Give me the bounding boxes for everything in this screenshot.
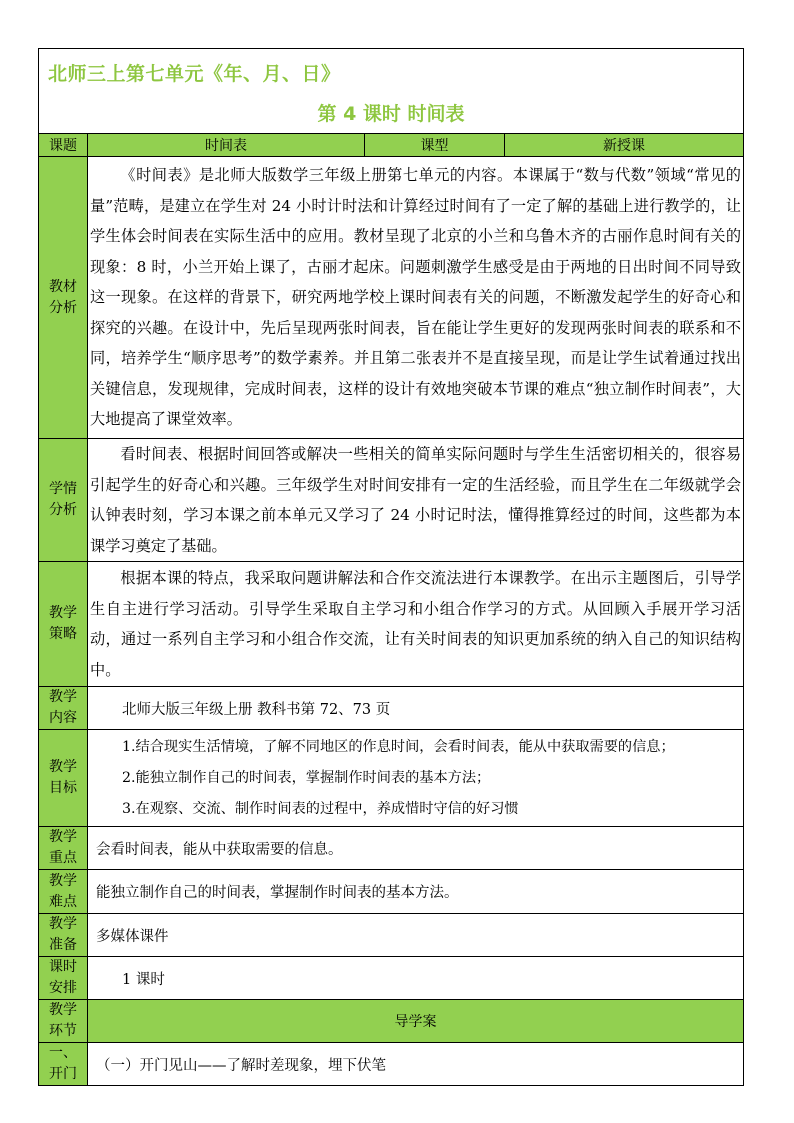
key-point-label-text: 教学 重点: [49, 829, 77, 866]
student-analysis-label: [39, 439, 88, 562]
topic-row: [39, 134, 744, 157]
hours-row: [39, 957, 744, 1000]
goal-item: 3.在观察、交流、制作时间表的过程中，养成惜时守信的好习惯: [122, 800, 519, 817]
strategy-text: [88, 562, 744, 687]
goals-label: [39, 730, 88, 827]
stage-label: [39, 1000, 88, 1043]
header-row: [39, 49, 744, 134]
student-analysis-text: [88, 439, 744, 562]
goal-item: 1.结合现实生活情境，了解不同地区的作息时间，会看时间表，能从中获取需要的信息；: [122, 738, 675, 755]
material-analysis-row: [39, 157, 744, 439]
difficulty-label-text: 教学 难点: [49, 872, 77, 910]
student-analysis-label-text: 学情 分析: [49, 481, 77, 518]
document-title: 北师三上第七单元《年、月、日》: [48, 63, 341, 85]
step-one-label-text: 一、 开门: [49, 1045, 77, 1082]
preparation-text: 多媒体课件: [88, 914, 744, 957]
stage-text: 导学案: [88, 1000, 744, 1043]
content-row: [39, 687, 744, 730]
type-value: 新授课: [505, 134, 744, 157]
strategy-label-text: 教学 策略: [49, 605, 77, 642]
content-text: 北师大版三年级上册 教科书第 72、73 页: [88, 687, 744, 730]
step-one-row: [39, 1043, 744, 1086]
goal-item: 2.能独立制作自己的时间表，掌握制作时间表的基本方法；: [122, 769, 491, 786]
hours-label: [39, 957, 88, 1000]
student-analysis-paragraph: 看时间表、根据时间回答或解决一些相关的简单实际问题时与学生生活密切相关的，很容易引起学生的好奇心和兴趣。三年级学生对时间安排有一定的生活经验，而且学生在二年级就学会认钟表时刻，学习本课之前本单元又学习了 24 小时记时法，懂得推算经过的时间，这些都为本课学习奠定了基础。: [90, 445, 741, 555]
topic-label: 课题: [39, 134, 88, 157]
lesson-subtitle: 第 4 课时 时间表: [317, 103, 465, 125]
goals-list: [88, 730, 744, 827]
goals-label-text: 教学 目标: [49, 759, 77, 796]
difficulty-row: [39, 870, 744, 914]
preparation-label-text: 教学 准备: [49, 916, 77, 953]
strategy-row: [39, 562, 744, 687]
header-cell: [39, 49, 744, 134]
strategy-paragraph: 根据本课的特点，我采取问题讲解法和合作交流法进行本课教学。在出示主题图后，引导学生自主进行学习活动。引导学生采取自主学习和小组合作学习的方式。从回顾入手展开学习活动，通过一系列自主学习和小组合作交流，让有关时间表的知识更加系统的纳入自己的知识结构中。: [90, 569, 741, 679]
material-analysis-text: [88, 157, 744, 439]
material-analysis-paragraph: 《时间表》是北师大版数学三年级上册第七单元的内容。本课属于“数与代数”领域“常见的量”范畴，是建立在学生对 24 小时计时法和计算经过时间有了一定了解的基础上进行教学的，让学生体会时间表在实际生活中的应用。教材呈现了北京的小兰和乌鲁木齐的古丽作息时间有关的现象：8 时，小兰开始上课了，古丽才起床。问题刺激学生感受是由于两地的日出时间不同导致这一现象。在这样的背景下，研究两地学校上课时间表有关的问题，不断激发起学生的好奇心和探究的兴趣。在设计中，先后呈现两张时间表，旨在能让学生更好的发现两张时间表的联系和不同，培养学生“顺序思考”的数学素养。并且第二张表并不是直接呈现，而是让学生试着通过找出关键信息，发现规律，完成时间表，这样的设计有效地突破本节课的难点“独立制作时间表”，大大地提高了课堂效率。: [90, 166, 741, 429]
topic-value: 时间表: [88, 134, 365, 157]
stage-label-text: 教学 环节: [49, 1002, 77, 1039]
preparation-row: [39, 914, 744, 957]
hours-text: 1 课时: [88, 957, 744, 1000]
strategy-label: [39, 562, 88, 687]
preparation-label: [39, 914, 88, 957]
difficulty-label: [39, 870, 88, 914]
material-analysis-label: [39, 157, 88, 439]
difficulty-text: 能独立制作自己的时间表，掌握制作时间表的基本方法。: [88, 870, 744, 914]
goals-row: [39, 730, 744, 827]
lesson-plan-table: [38, 48, 744, 1086]
student-analysis-row: [39, 439, 744, 562]
type-label: 课型: [365, 134, 505, 157]
key-point-text: 会看时间表，能从中获取需要的信息。: [88, 827, 744, 870]
stage-row: [39, 1000, 744, 1043]
key-point-row: [39, 827, 744, 870]
step-one-label: [39, 1043, 88, 1086]
step-one-text: （一）开门见山——了解时差现象，埋下伏笔: [88, 1043, 744, 1086]
material-analysis-label-text: 教材 分析: [49, 278, 77, 316]
hours-label-text: 课时 安排: [49, 959, 77, 996]
key-point-label: [39, 827, 88, 870]
content-label-text: 教学 内容: [49, 689, 77, 726]
content-label: [39, 687, 88, 730]
lesson-plan-sheet: [38, 48, 743, 1086]
